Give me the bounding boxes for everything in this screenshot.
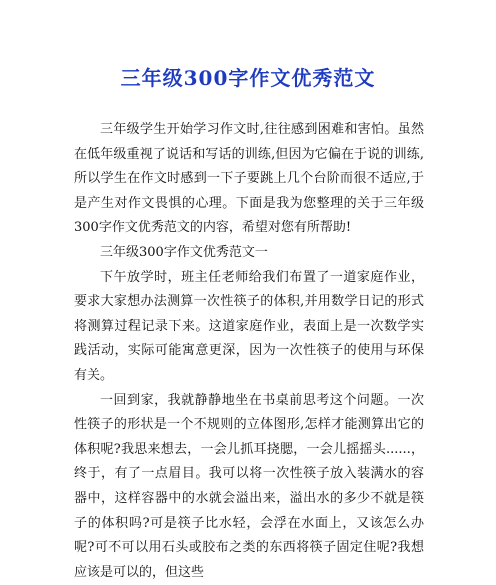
body-paragraph: 一回到家，我就静静地坐在书桌前思考这个问题。一次性筷子的形状是一个不规则的立体图形,怎样才能测算出它的体积呢?我思来想去，一会儿抓耳挠腮，一会儿摇摇头......，终于，有了一点眉目。我可以将一次性筷子放入装满水的容器中，这样容器中的水就会溢出来，溢出水的多少不就是筷子的体积吗?可是筷子比水轻，会浮在水面上，又该怎么办呢?可不可以用石头或胶布之类的东西将筷子固定住呢?我想应该是可以的，但这些 [74, 392, 424, 580]
body-paragraph: 下午放学时，班主任老师给我们布置了一道家庭作业，要求大家想办法测算一次性筷子的体积,并用数学日记的形式将测算过程记录下来。这道家庭作业，表面上是一次数学实践活动，实际可能寓意更深，因为一次性筷子的使用与环保有关。 [74, 269, 424, 383]
intro-paragraph: 三年级学生开始学习作文时,往往感到困难和害怕。虽然在低年级重视了说话和写话的训练,但因为它偏在于说的训练,所以学生在作文时感到一下子要跳上几个台阶而很不适应,于是产生对作文畏惧的心理。下面是我为您整理的关于三年级300字作文优秀范文的内容，希望对您有所帮助! [74, 122, 424, 236]
document-body [74, 118, 424, 585]
section-heading: 三年级300字作文优秀范文一 [100, 244, 268, 260]
document-title: 三年级300字作文优秀范文 [120, 66, 376, 90]
